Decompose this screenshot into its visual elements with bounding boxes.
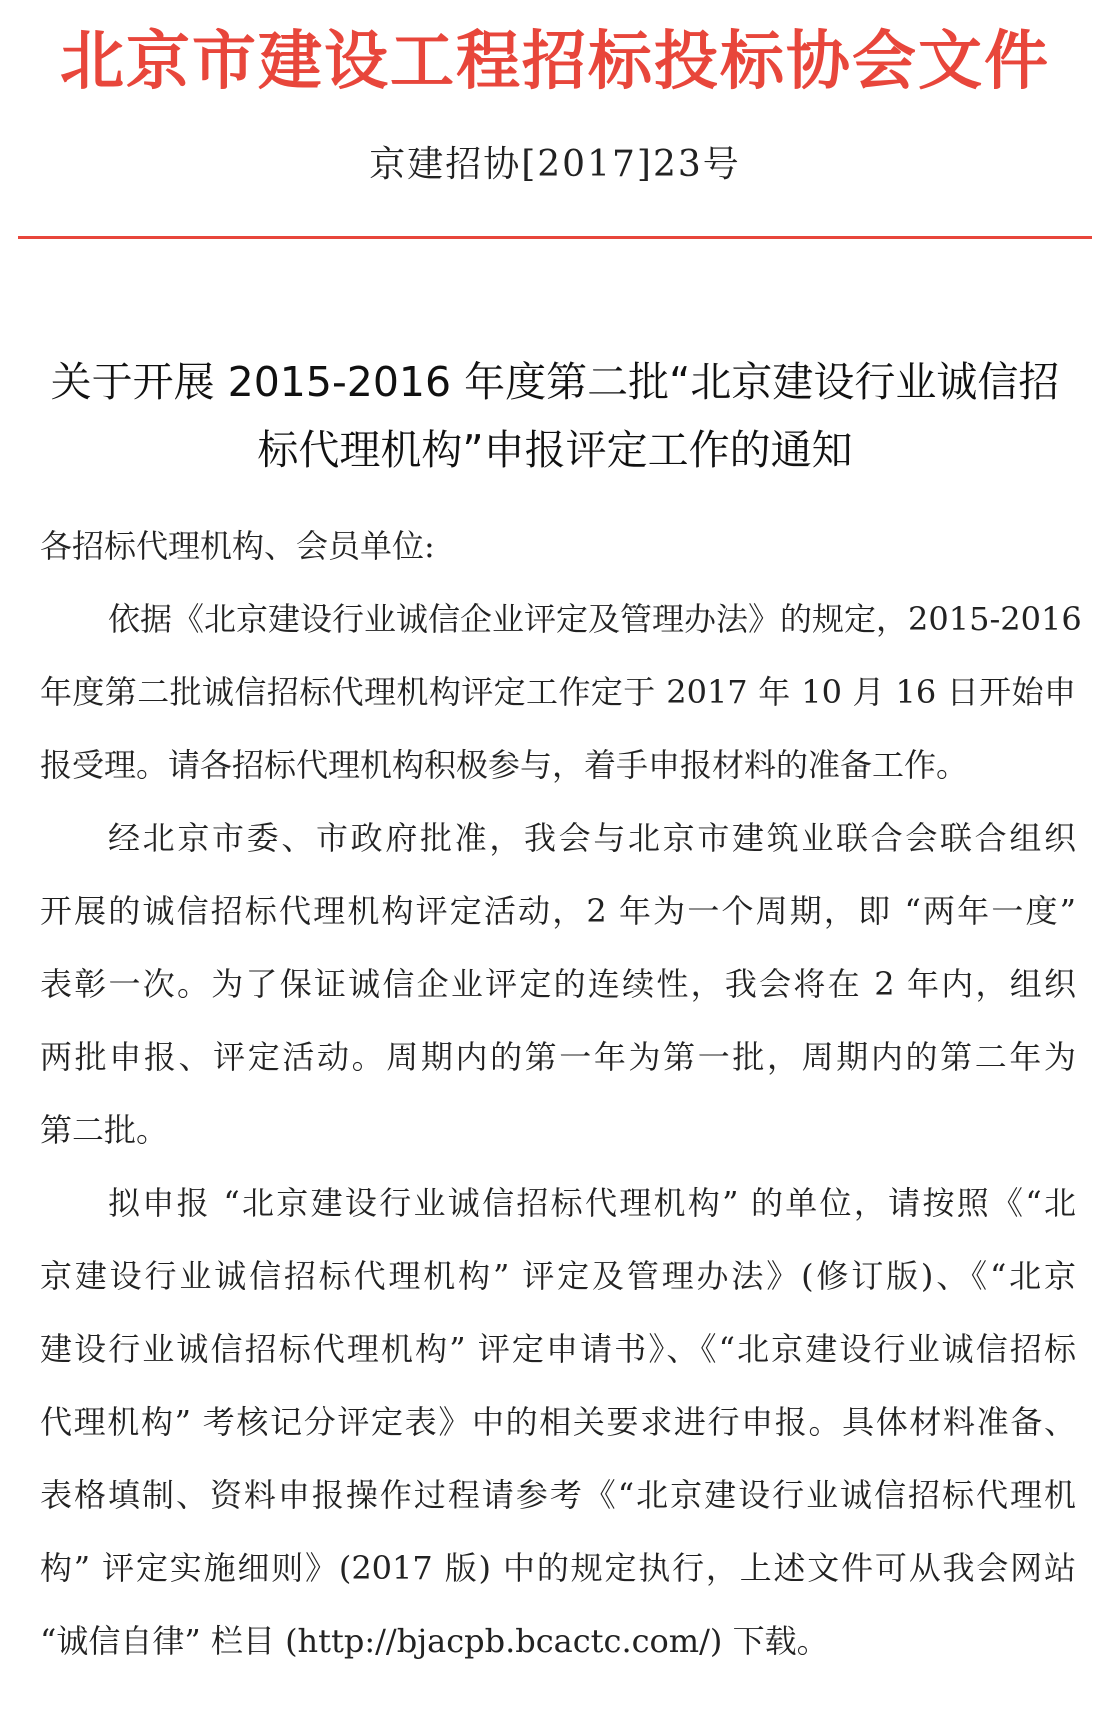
paragraph-3-line-6: 构” 评定实施细则》(2017 版) 中的规定执行，上述文件可从我会网站 bbox=[40, 1549, 1076, 1587]
salutation: 各招标代理机构、会员单位: bbox=[40, 527, 435, 565]
notice-title bbox=[40, 348, 1070, 484]
red-divider-line bbox=[18, 236, 1092, 239]
paragraph-3-line-2: 京建设行业诚信招标代理机构” 评定及管理办法》(修订版)、《“北京 bbox=[40, 1257, 1076, 1295]
paragraph-2-line-2: 开展的诚信招标代理机构评定活动，2 年为一个周期，即 “两年一度” bbox=[40, 892, 1076, 930]
paragraph-2-line-3: 表彰一次。为了保证诚信企业评定的连续性，我会将在 2 年内，组织 bbox=[40, 965, 1076, 1003]
paragraph-3-line-4: 代理机构” 考核记分评定表》中的相关要求进行申报。具体材料准备、 bbox=[40, 1403, 1076, 1441]
document-number: 京建招协[2017]23号 bbox=[369, 144, 741, 185]
paragraph-3-line-3: 建设行业诚信招标代理机构” 评定申请书》、《“北京建设行业诚信招标 bbox=[40, 1330, 1076, 1368]
paragraph-1-line-2: 年度第二批诚信招标代理机构评定工作定于 2017 年 10 月 16 日开始申 bbox=[40, 673, 1076, 711]
paragraph-1-line-1: 依据《北京建设行业诚信企业评定及管理办法》的规定，2015-2016 bbox=[108, 600, 1082, 638]
paragraph-2-line-5: 第二批。 bbox=[40, 1111, 169, 1149]
paragraph-3-line-7: “诚信自律” 栏目 (http://bjacpb.bcactc.com/) 下载。 bbox=[40, 1622, 829, 1660]
document-body bbox=[40, 510, 1082, 1678]
notice-title-line-2: 标代理机构”申报评定工作的通知 bbox=[257, 426, 853, 474]
paragraph-3-line-5: 表格填制、资料申报操作过程请参考《“北京建设行业诚信招标代理机 bbox=[40, 1476, 1076, 1514]
paragraph-1-line-3: 报受理。请各招标代理机构积极参与，着手申报材料的准备工作。 bbox=[40, 746, 969, 784]
paragraph-2-line-1: 经北京市委、市政府批准，我会与北京市建筑业联合会联合组织 bbox=[108, 819, 1076, 857]
notice-title-line-1: 关于开展 2015-2016 年度第二批“北京建设行业诚信招 bbox=[50, 358, 1060, 406]
issuer-header-title: 北京市建设工程招标投标协会文件 bbox=[60, 25, 1050, 99]
paragraph-3-line-1: 拟申报 “北京建设行业诚信招标代理机构” 的单位，请按照《“北 bbox=[108, 1184, 1076, 1222]
paragraph-2-line-4: 两批申报、评定活动。周期内的第一年为第一批，周期内的第二年为 bbox=[40, 1038, 1076, 1076]
